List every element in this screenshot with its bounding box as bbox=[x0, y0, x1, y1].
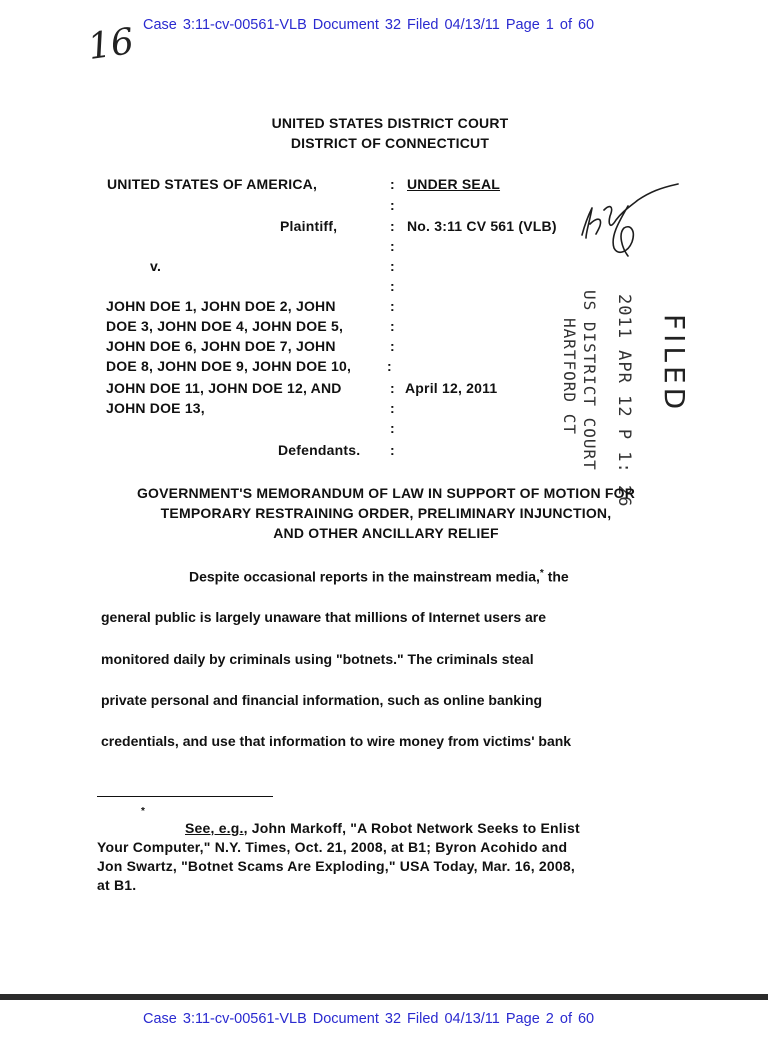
caption-colon: : bbox=[390, 258, 395, 274]
document-page-2 bbox=[0, 1000, 768, 1040]
defendant-line: JOHN DOE 11, JOHN DOE 12, AND bbox=[106, 380, 342, 396]
plaintiff-name: UNITED STATES OF AMERICA, bbox=[107, 176, 318, 192]
memorandum-title-line: AND OTHER ANCILLARY RELIEF bbox=[273, 525, 499, 541]
defendants-role: Defendants. bbox=[278, 442, 361, 458]
caption-colon: : bbox=[387, 358, 392, 374]
caption-colon: : bbox=[390, 338, 395, 354]
ecf-header: Case 3:11-cv-00561-VLB Document 32 Filed 04/13/11 Page 1 of 60 bbox=[143, 17, 595, 33]
body-line bbox=[189, 568, 569, 585]
stamp-date-time: 2011 APR 12 P 1: 26 bbox=[614, 294, 634, 508]
under-seal: UNDER SEAL bbox=[407, 176, 501, 192]
body-line: credentials, and use that information to wire money from victims' bank bbox=[101, 733, 572, 749]
defendant-line: DOE 8, JOHN DOE 9, JOHN DOE 10, bbox=[106, 358, 352, 374]
footnote-line: Your Computer," N.Y. Times, Oct. 21, 2008, at B1; Byron Acohido and bbox=[97, 839, 568, 855]
footnote-line: Jon Swartz, "Botnet Scams Are Exploding," USA Today, Mar. 16, 2008, bbox=[97, 858, 575, 874]
defendant-line: JOHN DOE 6, JOHN DOE 7, JOHN bbox=[106, 338, 336, 354]
footnote-line bbox=[185, 820, 580, 836]
caption-colon: : bbox=[390, 380, 395, 396]
footnote-mark: * bbox=[141, 806, 146, 817]
stamp-filed: FILED bbox=[658, 314, 691, 414]
defendant-line: JOHN DOE 1, JOHN DOE 2, JOHN bbox=[106, 298, 336, 314]
footnote-text: , John Markoff, "A Robot Network Seeks to Enlist bbox=[243, 820, 580, 836]
caption-colon: : bbox=[390, 298, 395, 314]
footnote-signal: See, e.g. bbox=[185, 820, 244, 836]
footnote-line: at B1. bbox=[97, 877, 137, 893]
stamp-city: HARTFORD CT bbox=[560, 318, 579, 435]
handwritten-initials bbox=[580, 190, 690, 270]
caption-colon: : bbox=[390, 238, 395, 254]
court-name: UNITED STATES DISTRICT COURT bbox=[271, 115, 509, 131]
plaintiff-role: Plaintiff, bbox=[280, 218, 338, 234]
versus: v. bbox=[150, 258, 162, 274]
memorandum-title-line: TEMPORARY RESTRAINING ORDER, PRELIMINARY INJUNCTION, bbox=[160, 505, 612, 521]
body-text: the bbox=[543, 568, 569, 585]
caption-colon: : bbox=[390, 218, 395, 234]
filing-date: April 12, 2011 bbox=[405, 380, 498, 396]
handwritten-docket-number: 16 bbox=[85, 21, 137, 68]
body-text: Despite occasional reports in the mainstream media, bbox=[189, 568, 540, 585]
memorandum-title-line: GOVERNMENT'S MEMORANDUM OF LAW IN SUPPORT OF MOTION FOR bbox=[136, 485, 636, 501]
defendant-line: JOHN DOE 13, bbox=[106, 400, 205, 416]
body-line: monitored daily by criminals using "botnets." The criminals steal bbox=[101, 651, 534, 667]
body-line: general public is largely unaware that millions of Internet users are bbox=[101, 609, 547, 625]
filed-stamp bbox=[520, 290, 700, 508]
ecf-header: Case 3:11-cv-00561-VLB Document 32 Filed 04/13/11 Page 2 of 60 bbox=[143, 1011, 595, 1027]
caption-colon: : bbox=[390, 420, 395, 436]
caption-colon: : bbox=[390, 176, 395, 192]
footnote-reference: * bbox=[539, 568, 544, 579]
caption-colon: : bbox=[390, 278, 395, 294]
caption-colon: : bbox=[390, 442, 395, 458]
caption-colon: : bbox=[390, 197, 395, 213]
caption-colon: : bbox=[390, 318, 395, 334]
court-district: DISTRICT OF CONNECTICUT bbox=[290, 135, 490, 151]
caption-colon: : bbox=[390, 400, 395, 416]
defendant-line: DOE 3, JOHN DOE 4, JOHN DOE 5, bbox=[106, 318, 344, 334]
body-line: private personal and financial information, such as online banking bbox=[101, 692, 543, 708]
case-number: No. 3:11 CV 561 (VLB) bbox=[407, 218, 557, 234]
footnote-divider bbox=[97, 796, 273, 797]
stamp-court: US DISTRICT COURT bbox=[580, 290, 599, 471]
